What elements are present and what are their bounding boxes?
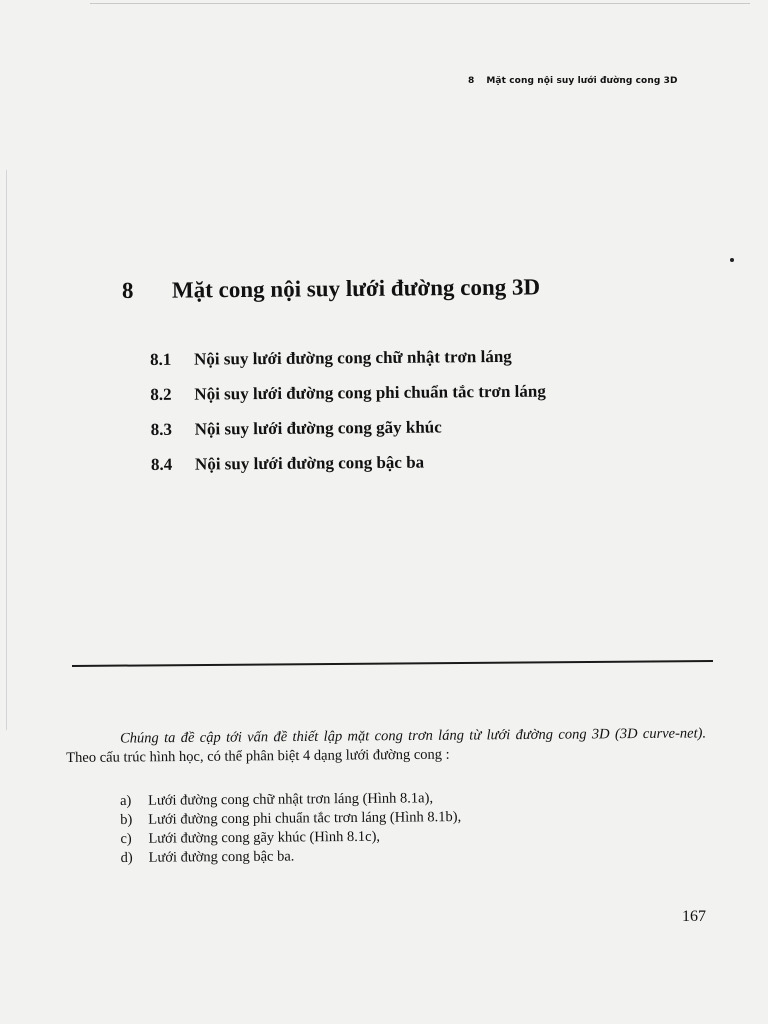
running-header-chapter-title: Mặt cong nội suy lưới đường cong 3D xyxy=(486,76,678,86)
scan-edge-top xyxy=(90,3,750,4)
list-item-text: Lưới đường cong phi chuẩn tắc trơn láng (Hình 8.1b), xyxy=(148,809,462,828)
intro-paragraph xyxy=(66,724,706,768)
divider-rule xyxy=(72,660,713,667)
page-number: 167 xyxy=(682,908,706,925)
list-item-label: d) xyxy=(120,849,133,866)
list-item xyxy=(120,808,461,830)
section-number: 8.2 xyxy=(150,384,172,404)
list-item-text: Lưới đường cong bậc ba. xyxy=(148,848,295,866)
section-title: Nội suy lưới đường cong chữ nhật trơn láng xyxy=(193,346,512,369)
section-number: 8.1 xyxy=(150,349,172,369)
scan-speck xyxy=(730,258,734,262)
section-title: Nội suy lưới đường cong phi chuẩn tắc trơn láng xyxy=(194,381,546,404)
scan-edge-left xyxy=(6,170,7,730)
intro-regular-text: Theo cấu trúc hình học, có thể phân biệt 4 dạng lưới đường cong : xyxy=(66,746,450,766)
list-item-text: Lưới đường cong gãy khúc (Hình 8.1c), xyxy=(148,828,381,847)
running-header xyxy=(468,76,678,86)
section-item xyxy=(151,417,547,455)
section-title: Nội suy lưới đường cong gãy khúc xyxy=(194,417,442,439)
section-list xyxy=(150,347,547,490)
running-header-chapter-number: 8 xyxy=(468,76,475,86)
section-number: 8.4 xyxy=(150,454,173,474)
list-item-label: c) xyxy=(120,830,132,847)
chapter-title xyxy=(122,274,540,304)
chapter-number: 8 xyxy=(121,277,134,303)
list-item-label: b) xyxy=(120,811,133,828)
section-number: 8.3 xyxy=(150,419,173,439)
curve-net-types-list xyxy=(120,789,462,868)
list-item xyxy=(120,846,461,868)
section-title: Nội suy lưới đường cong bậc ba xyxy=(194,452,425,474)
section-item xyxy=(150,382,546,420)
intro-italic-text: Chúng ta đề cập tới vấn đề thiết lập mặt cong trơn láng từ lưới đường cong 3D (3D curve-net). xyxy=(120,724,707,747)
chapter-title-text: Mặt cong nội suy lưới đường cong 3D xyxy=(171,274,541,303)
list-item-label: a) xyxy=(120,792,132,809)
list-item-text: Lưới đường cong chữ nhật trơn láng (Hình 8.1a), xyxy=(148,790,434,809)
section-item xyxy=(151,452,547,490)
section-item xyxy=(150,347,546,385)
